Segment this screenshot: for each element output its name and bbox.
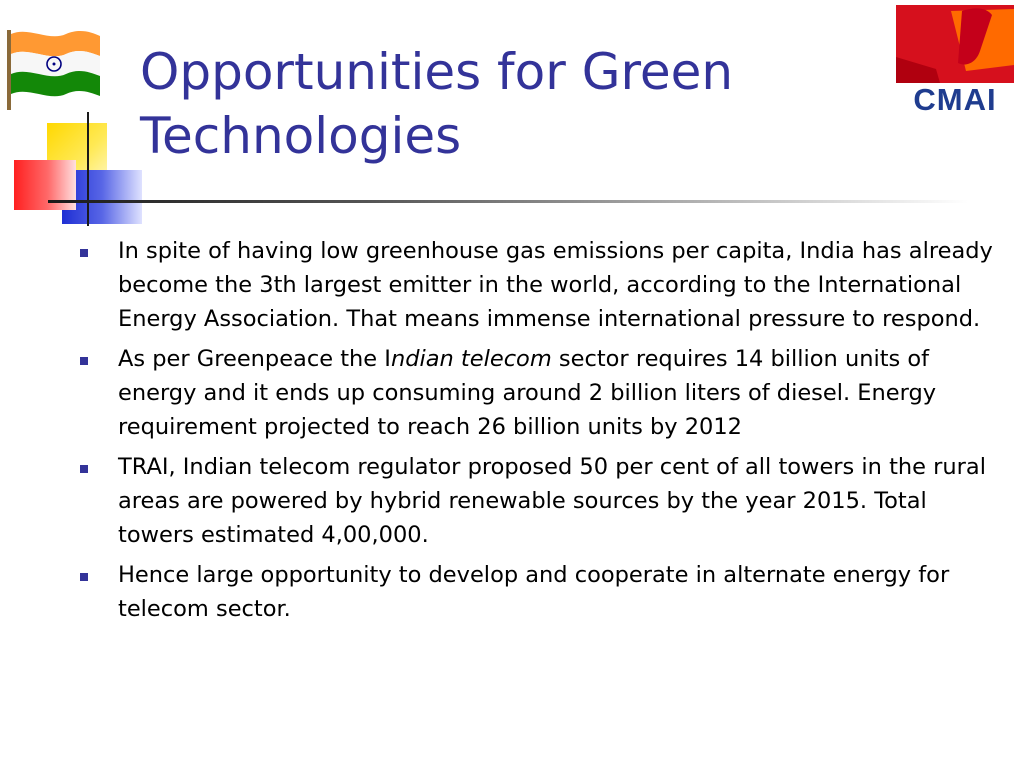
slide-title — [140, 40, 880, 168]
bullet-text: TRAI, Indian telecom regulator proposed 50 per cent of all towers in the rural areas are powered by hybrid renewable sources by the year 2015. Total towers estimated 4,00,000. — [118, 454, 986, 548]
bullet-text-post: sector requires 14 billion units of energy and it ends up consuming around 2 billion liters of diesel. Energy requirement projected to reach 26 billion units by 2012 — [118, 346, 937, 440]
square-bullet-icon — [80, 357, 88, 365]
logo-graphic — [896, 5, 1014, 83]
india-flag-icon — [4, 20, 104, 112]
bullet-text-pre: As per Greenpeace the I — [118, 346, 391, 372]
decorative-vertical-line — [87, 112, 89, 226]
logo-text: CMAI — [913, 82, 997, 117]
square-bullet-icon — [80, 573, 88, 581]
square-bullet-icon — [80, 465, 88, 473]
bullet-item — [78, 234, 998, 336]
cmai-logo-icon — [896, 5, 1014, 115]
title-underline — [48, 200, 968, 203]
bullet-text — [118, 342, 998, 444]
title-line-1: Opportunities for Green — [140, 43, 734, 101]
title-line-2: Technologies — [140, 107, 462, 165]
bullet-text: In spite of having low greenhouse gas emissions per capita, India has already become the 3th largest emitter in the world, according to the International Energy Association. That means immense international pressure to respond. — [118, 238, 993, 332]
bullet-item — [78, 558, 998, 626]
bullet-list — [78, 234, 998, 632]
bullet-item — [78, 450, 998, 552]
bullet-item — [78, 342, 998, 444]
bullet-text-italic: ndian telecom — [390, 346, 552, 372]
bullet-text: Hence large opportunity to develop and cooperate in alternate energy for telecom sector. — [118, 562, 950, 622]
square-bullet-icon — [80, 249, 88, 257]
